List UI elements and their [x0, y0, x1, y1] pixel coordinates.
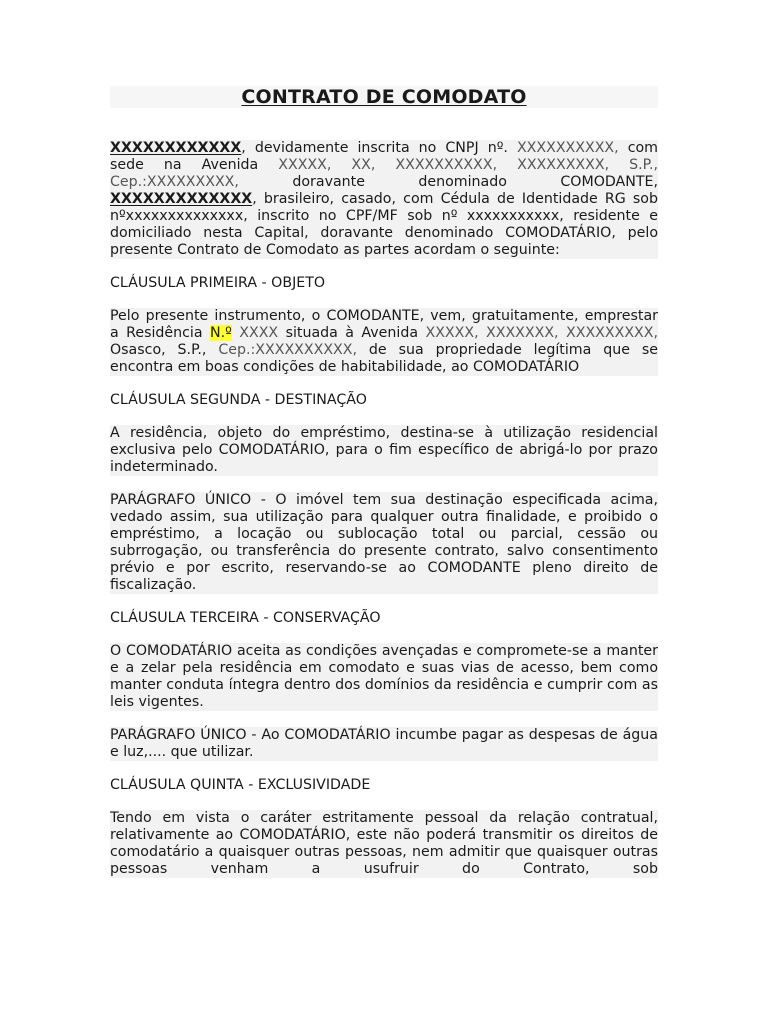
clause2-paragraph-unico: PARÁGRAFO ÚNICO - O imóvel tem sua destinação especificada acima, vedado assim, sua utilização para qualquer outra finalidade, e proibido o empréstimo, a locação ou sublocação total ou parcial, cessão ou subrrogação, ou transferência do presente contrato, salvo consentimento prévio e por escrito, reservando-se ao COMODANTE pleno direito de fiscalização.: [110, 492, 658, 593]
clause5-heading: CLÁUSULA QUINTA - EXCLUSIVIDADE: [110, 777, 371, 793]
clause1-text-4: de sua propriedade legítima que se encontra em boas condições de habitabilidade, ao COMODATÁRIO: [110, 342, 658, 375]
clause3-text: O COMODATÁRIO aceita as condições avençadas e compromete-se a manter e a zelar pela residência em comodato e suas vias de acesso, bem como manter conduta íntegra dentro dos domínios da residência e cumprir com as leis vigentes.: [110, 643, 658, 710]
intro-text-2: com sede na Avenida: [110, 140, 659, 173]
clause5-text: Tendo em vista o caráter estritamente pessoal da relação contratual, relativamente ao COMODATÁRIO, este não poderá transmitir os direitos de comodatário a quaisquer outras pessoas, nem admitir que quaisquer outras pessoas venham a usufruir do Contrato, sob: [110, 810, 658, 877]
intro-text-4: , brasileiro, casado, com Cédula de Identidade RG sob nºxxxxxxxxxxxxxx, inscrito no CPF/MF sob nº xxxxxxxxxxx, residente e domiciliado nesta Capital, doravante denominado COMODATÁRIO, pelo presente Contrato de Comodato as partes acordam o seguinte:: [110, 191, 658, 258]
clause1-paragraph: [110, 308, 658, 376]
clause3-paragraph-unico: PARÁGRAFO ÚNICO - Ao COMODATÁRIO incumbe pagar as despesas de água e luz,.... que utilizar.: [110, 727, 658, 760]
intro-text-1: , devidamente inscrita no CNPJ nº.: [241, 140, 517, 156]
clause1-text-3: Osasco, S.P.,: [110, 342, 219, 358]
clause1-text-1: Pelo presente instrumento, o COMODANTE, vem, gratuitamente, emprestar a Residência: [110, 308, 658, 341]
clause1-address: XXXXX, XXXXXXX, XXXXXXXXX,: [425, 325, 658, 341]
clause1-text-2: situada à Avenida: [278, 325, 426, 341]
number-value: XXXX: [231, 325, 279, 341]
cnpj-value: XXXXXXXXXX,: [516, 140, 619, 156]
clause1-heading: CLÁUSULA PRIMEIRA - OBJETO: [110, 275, 326, 291]
intro-text-3: doravante denominado COMODANTE,: [238, 174, 658, 190]
clause1-cep: Cep.:XXXXXXXXXX,: [218, 342, 357, 358]
document-page: [110, 86, 658, 894]
intro-paragraph: [110, 140, 658, 259]
title-bar: [110, 86, 658, 108]
number-label-highlight: N.º: [210, 325, 232, 341]
clause2-heading: CLÁUSULA SEGUNDA - DESTINAÇÃO: [110, 392, 367, 408]
document-title: CONTRATO DE COMODATO: [241, 86, 527, 108]
clause2-text: A residência, objeto do empréstimo, destina-se à utilização residencial exclusiva pelo COMODATÁRIO, para o fim específico de abrigá-lo por prazo indeterminado.: [110, 425, 658, 475]
clause3-heading: CLÁUSULA TERCEIRA - CONSERVAÇÃO: [110, 610, 381, 626]
party2-name: XXXXXXXXXXXXX: [110, 191, 253, 207]
party1-name: XXXXXXXXXXXX: [110, 140, 242, 156]
address-value: XXXXX, XX, XXXXXXXXXX, XXXXXXXXX, S.P., Cep.:XXXXXXXXX,: [110, 157, 658, 190]
